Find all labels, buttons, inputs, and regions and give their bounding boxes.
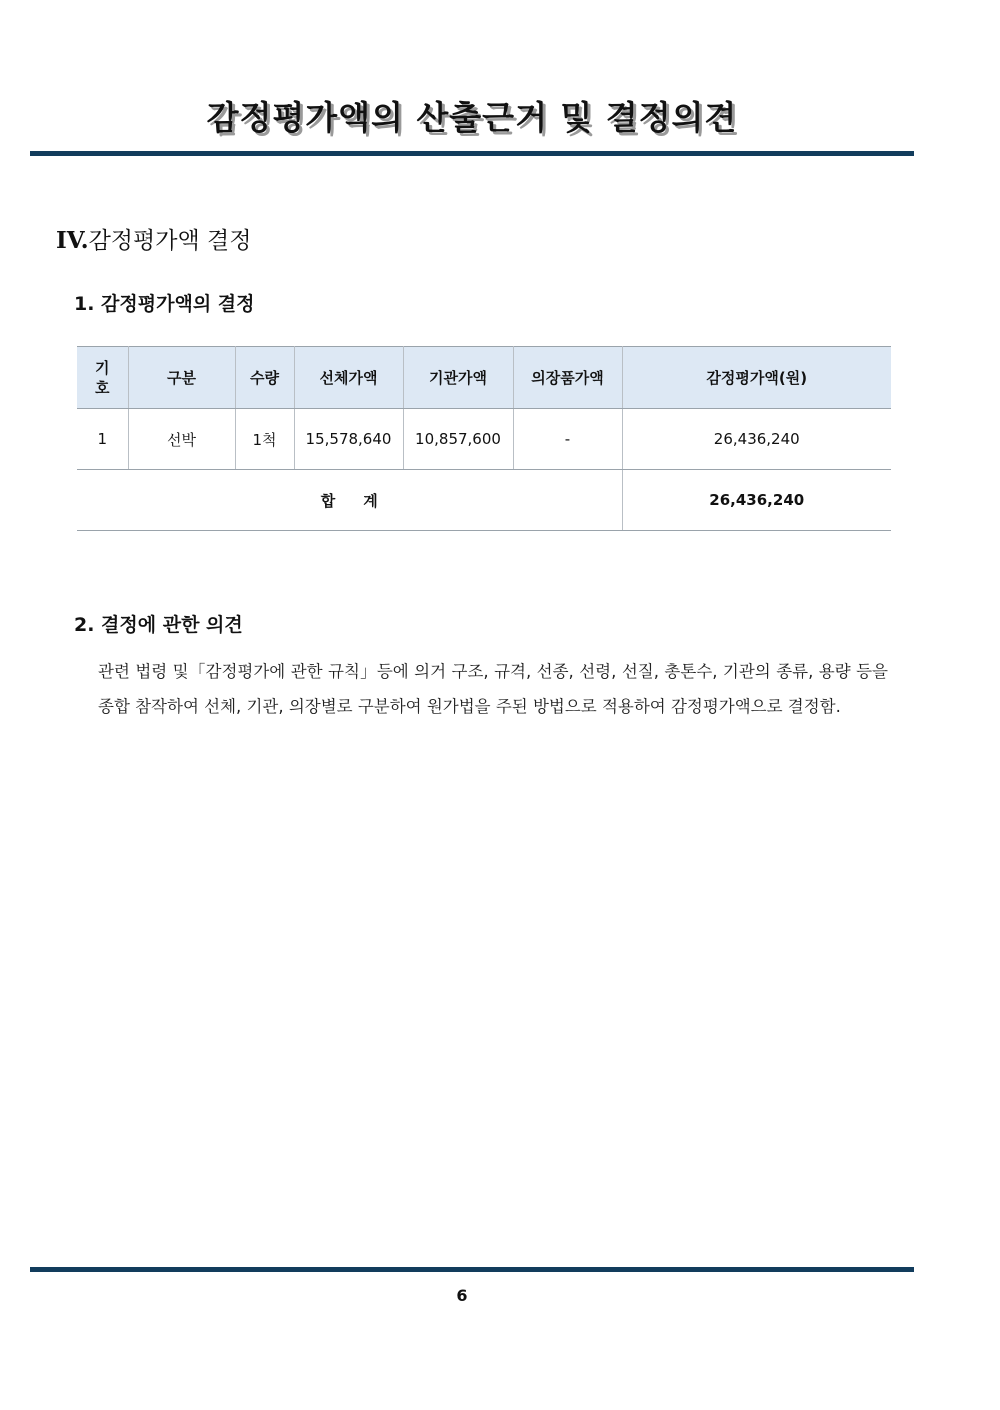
header-quantity: 수량 <box>235 347 294 409</box>
cell-equipment-value: - <box>513 409 622 470</box>
section-title: 감정평가액 결정 <box>88 228 252 254</box>
header-engine-value: 기관가액 <box>403 347 513 409</box>
table-header-row <box>77 347 891 409</box>
cell-quantity: 1척 <box>235 409 294 470</box>
page-number: 6 <box>456 1286 468 1305</box>
table-row <box>77 409 891 470</box>
footer-divider <box>30 1267 914 1272</box>
header-appraised-value: 감정평가액(원) <box>622 347 891 409</box>
section-number: IV. <box>56 227 89 254</box>
cell-hull-value: 15,578,640 <box>294 409 403 470</box>
subsection-heading-opinion: 2. 결정에 관한 의견 <box>74 614 243 636</box>
valuation-table <box>77 346 891 531</box>
header-equipment-value: 의장품가액 <box>513 347 622 409</box>
header-hull-value: 선체가액 <box>294 347 403 409</box>
total-value: 26,436,240 <box>622 470 891 531</box>
header-category: 구분 <box>128 347 235 409</box>
section-heading <box>56 222 251 255</box>
title-divider <box>30 151 914 156</box>
total-row <box>77 470 891 531</box>
cell-category: 선박 <box>128 409 235 470</box>
cell-no: 1 <box>77 409 128 470</box>
cell-engine-value: 10,857,600 <box>403 409 513 470</box>
page-title: 감정평가액의 산출근거 및 결정의견 <box>206 98 738 137</box>
header-no: 기 호 <box>77 347 128 409</box>
total-label: 합 계 <box>77 470 622 531</box>
subsection-heading-valuation: 1. 감정평가액의 결정 <box>74 293 255 315</box>
cell-appraised-value: 26,436,240 <box>622 409 891 470</box>
opinion-paragraph: 관련 법령 및「감정평가에 관한 규칙」등에 의거 구조, 규격, 선종, 선령, 선질, 총톤수, 기관의 종류, 용량 등을 종합 참작하여 선체, 기관, 의장별로 구분하여 원가법을 주된 방법으로 적용하여 감정평가액으로 결정함. <box>98 662 888 716</box>
